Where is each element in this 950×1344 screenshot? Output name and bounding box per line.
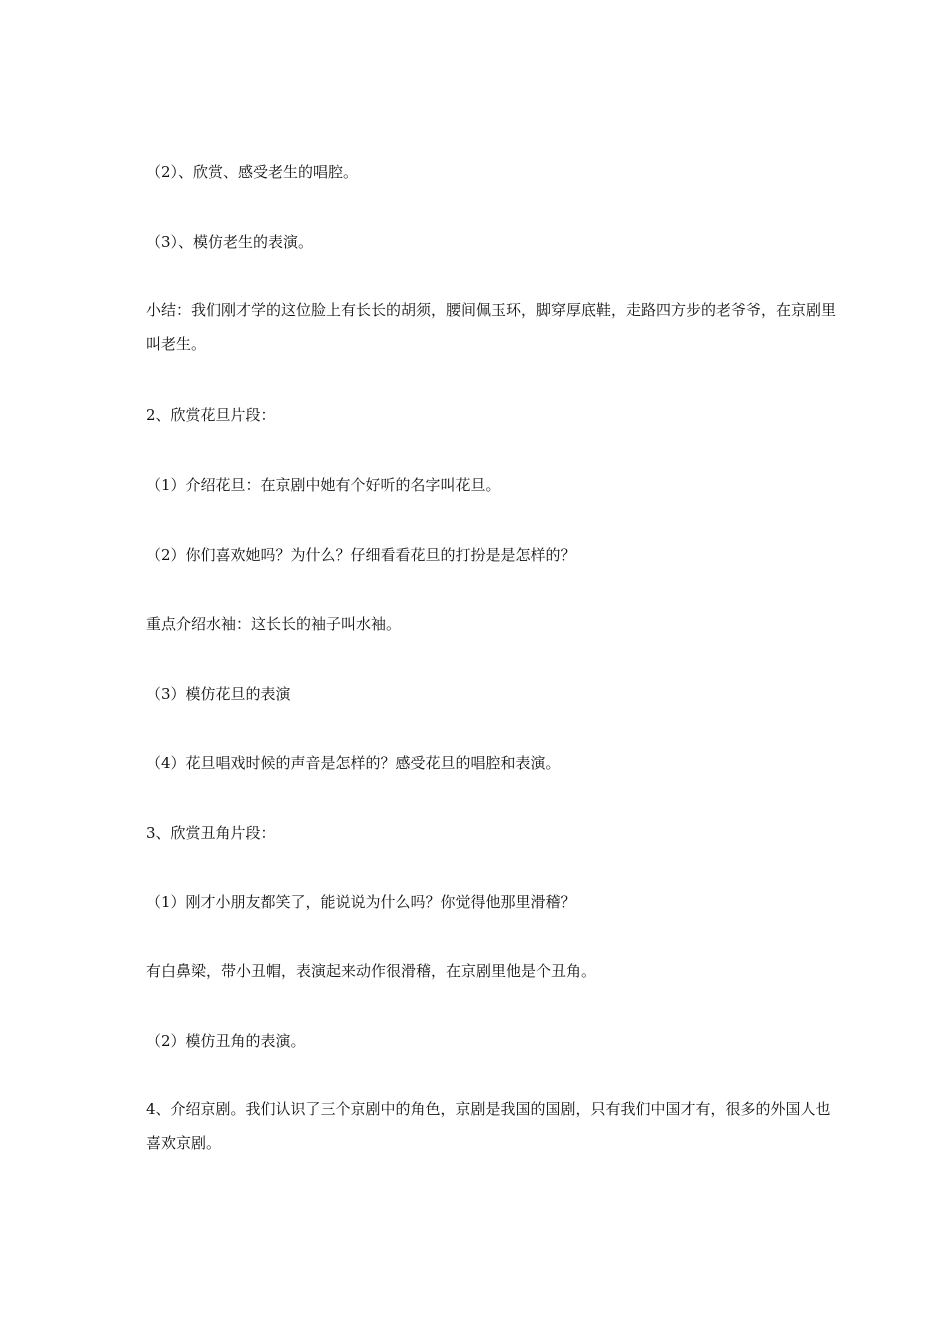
- section-heading-4: 4、介绍京剧。我们认识了三个京剧中的角色，京剧是我国的国剧，只有我们中国才有，很多的外国人也喜欢京剧。: [146, 1100, 831, 1152]
- paragraph-10: （1）刚才小朋友都笑了，能说说为什么吗？你觉得他那里滑稽？: [146, 893, 576, 911]
- paragraph-8: （4）花旦唱戏时候的声音是怎样的？感受花旦的唱腔和表演。: [146, 754, 561, 772]
- paragraph-2: （3）、模仿老生的表演。: [146, 233, 314, 251]
- paragraph-summary: 小结：我们刚才学的这位脸上有长长的胡须，腰间佩玉环，脚穿厚底鞋，走路四方步的老爷爷，在京剧里叫老生。: [146, 301, 837, 353]
- section-heading-2: 2、欣赏花旦片段：: [146, 406, 276, 424]
- paragraph-4: （1）介绍花旦：在京剧中她有个好听的名字叫花旦。: [146, 476, 501, 494]
- paragraph-5: （2）你们喜欢她吗？为什么？仔细看看花旦的打扮是是怎样的？: [146, 546, 576, 564]
- paragraph-11: 有白鼻梁，带小丑帽，表演起来动作很滑稽，在京剧里他是个丑角。: [146, 962, 597, 980]
- paragraph-12: （2）模仿丑角的表演。: [146, 1032, 306, 1050]
- section-heading-3: 3、欣赏丑角片段：: [146, 824, 276, 842]
- paragraph-1: （2）、欣赏、感受老生的唱腔。: [146, 163, 359, 181]
- paragraph-7: （3）模仿花旦的表演: [146, 685, 291, 703]
- paragraph-6: 重点介绍水袖：这长长的袖子叫水袖。: [146, 615, 402, 633]
